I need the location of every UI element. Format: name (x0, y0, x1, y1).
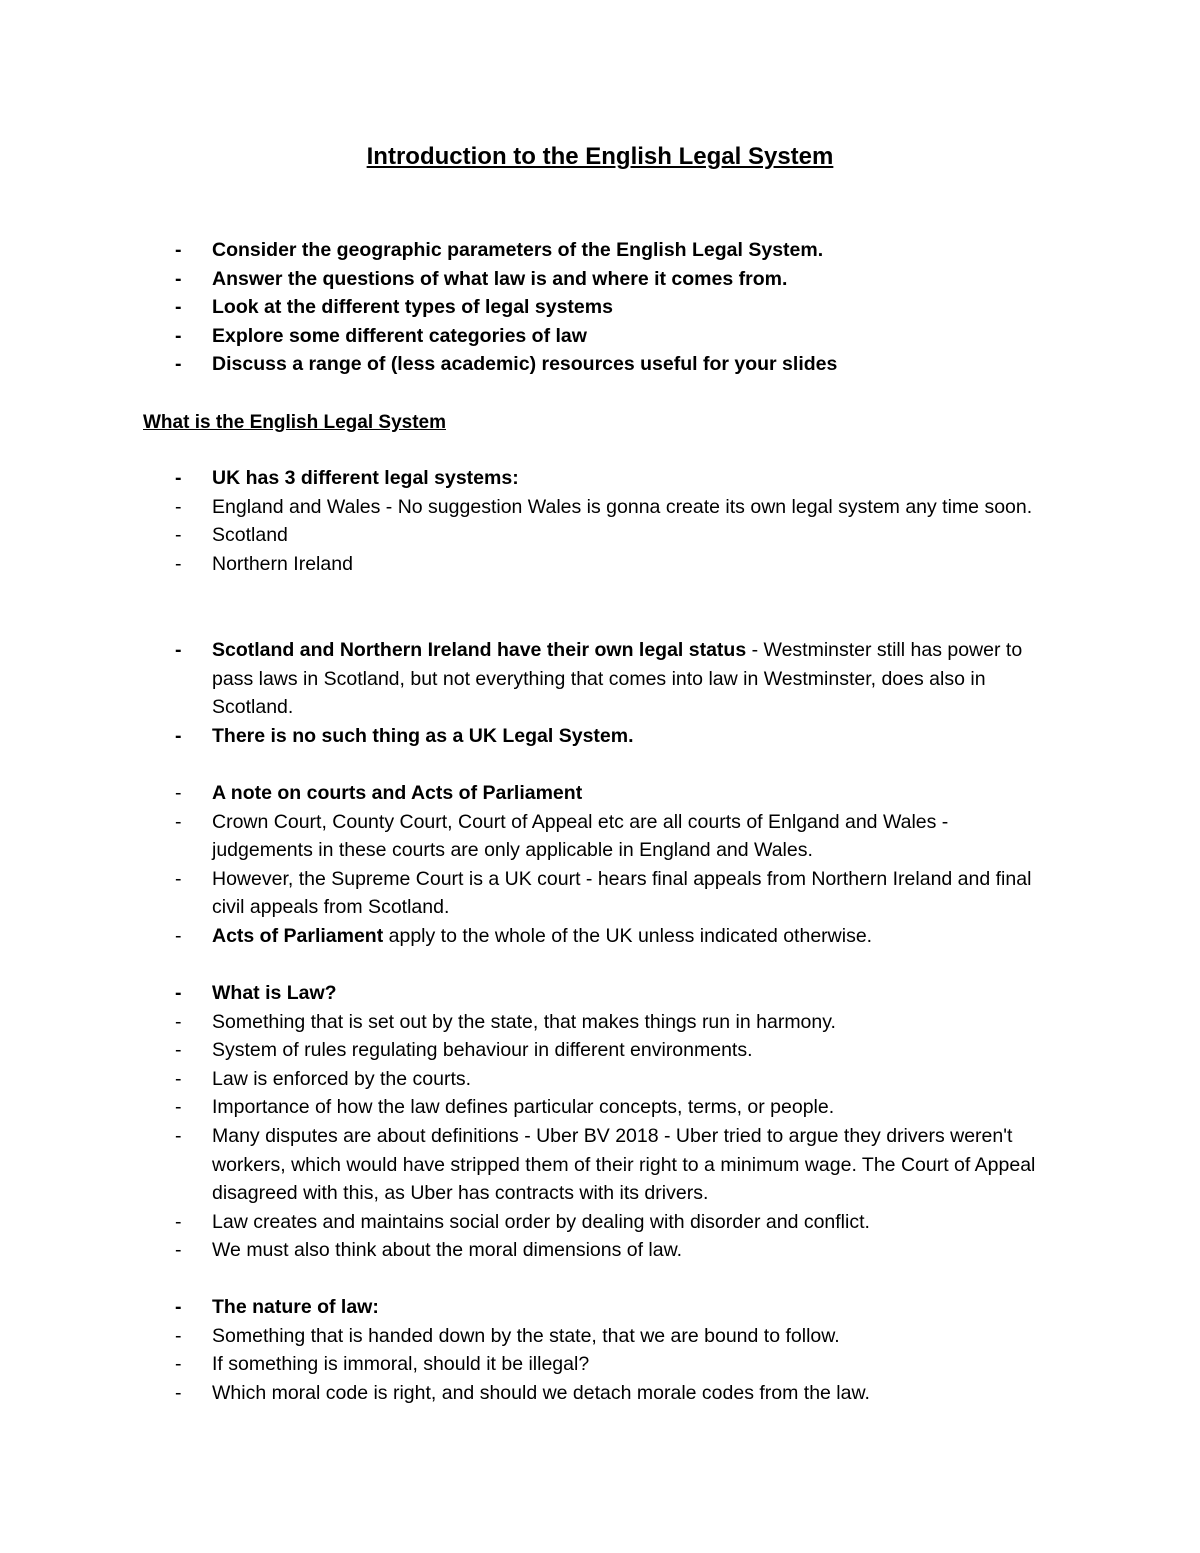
list-item (0, 464, 1200, 493)
list-item (0, 722, 1200, 751)
bullet-dash: - (175, 639, 182, 661)
list-item (0, 265, 1200, 294)
bullet-dash: - (175, 867, 182, 890)
goal-text: Explore some different categories of law (212, 324, 587, 347)
list-text: Northern Ireland (212, 552, 353, 575)
bullet-dash: - (175, 1096, 182, 1119)
list-heading: A note on courts and Acts of Parliament (212, 782, 583, 804)
list-text: Law is enforced by the courts. (212, 1067, 472, 1090)
list-item (0, 808, 1200, 865)
bullet-dash: - (175, 1039, 182, 1062)
bullet-dash: - (175, 239, 182, 261)
list-item (0, 293, 1200, 322)
bullet-dash: - (175, 1353, 182, 1376)
list-text: If something is immoral, should it be illegal? (212, 1353, 590, 1376)
bullet-dash: - (175, 296, 182, 319)
bullet-dash: - (175, 1239, 182, 1262)
list-item (0, 779, 1200, 808)
bullet-dash: - (175, 524, 182, 547)
nature-of-law-list (0, 1293, 1200, 1407)
goals-list (0, 236, 1200, 379)
list-item (0, 979, 1200, 1008)
bullet-dash: - (175, 724, 182, 747)
list-text: Many disputes are about definitions - Uber BV 2018 - Uber tried to argue they drivers weren't workers, which would have stripped them of their right to a minimum wage. The Court of Appeal disagreed with this, as Uber has contracts with its drivers. (212, 1124, 1036, 1205)
list-heading: UK has 3 different legal systems: (212, 467, 519, 489)
legal-status-list (0, 636, 1200, 750)
list-text: Something that is handed down by the state, that we are bound to follow. (212, 1324, 840, 1347)
list-item (0, 493, 1200, 522)
status-text: - Westminster still has power to pass laws in Scotland, but not everything that comes into law in Westminster, does also in Scotland. (212, 639, 1023, 719)
bullet-dash: - (175, 810, 182, 833)
bullet-dash: - (175, 982, 182, 1004)
list-item (0, 550, 1200, 579)
bullet-dash: - (175, 924, 182, 947)
bullet-dash: - (175, 1067, 182, 1090)
bullet-dash: - (175, 782, 182, 804)
bullet-dash: - (175, 1381, 182, 1404)
bullet-dash: - (175, 1210, 182, 1233)
bullet-dash: - (175, 467, 182, 489)
list-text: However, the Supreme Court is a UK court - hears final appeals from Northern Ireland and final civil appeals from Scotland. (212, 867, 1032, 919)
bullet-dash: - (175, 495, 182, 518)
goal-text: Look at the different types of legal systems (212, 296, 613, 319)
list-heading: What is Law? (212, 982, 337, 1004)
goal-text: Consider the geographic parameters of the English Legal System. (212, 239, 824, 261)
bullet-dash: - (175, 1296, 182, 1318)
list-item (0, 636, 1200, 722)
list-item (0, 1208, 1200, 1237)
list-text: We must also think about the moral dimensions of law. (212, 1239, 683, 1262)
list-text: Law creates and maintains social order by dealing with disorder and conflict. (212, 1210, 870, 1233)
list-text: England and Wales - No suggestion Wales is gonna create its own legal system any time soon. (212, 495, 1033, 518)
bullet-dash: - (175, 353, 182, 376)
bullet-dash: - (175, 267, 182, 290)
acts-bold-text: Acts of Parliament (212, 924, 384, 947)
document-title: Introduction to the English Legal System (366, 143, 834, 170)
acts-text: apply to the whole of the UK unless indicated otherwise. (383, 924, 873, 947)
list-item (0, 1322, 1200, 1351)
bullet-dash: - (175, 1324, 182, 1347)
list-item (0, 865, 1200, 922)
list-item (0, 236, 1200, 265)
list-item (0, 521, 1200, 550)
list-item (0, 1236, 1200, 1265)
list-item (0, 1093, 1200, 1122)
list-item (0, 922, 1200, 951)
list-text: Which moral code is right, and should we detach morale codes from the law. (212, 1381, 870, 1404)
bullet-dash: - (175, 324, 182, 347)
uk-note-text: There is no such thing as a UK Legal System. (212, 724, 634, 747)
section-heading: What is the English Legal System (143, 412, 447, 433)
list-item (0, 1008, 1200, 1037)
status-bold-text: Scotland and Northern Ireland have their own legal status (212, 639, 747, 661)
bullet-dash: - (175, 552, 182, 575)
list-text: Something that is set out by the state, that makes things run in harmony. (212, 1010, 836, 1033)
list-item (0, 322, 1200, 351)
list-item (0, 350, 1200, 379)
bullet-dash: - (175, 1010, 182, 1033)
list-text: Scotland (212, 524, 288, 547)
bullet-dash: - (175, 1124, 182, 1147)
what-is-law-list (0, 979, 1200, 1265)
list-item (0, 1065, 1200, 1094)
goal-text: Discuss a range of (less academic) resources useful for your slides (212, 353, 838, 376)
list-heading: The nature of law: (212, 1296, 379, 1318)
list-item (0, 1122, 1200, 1208)
list-item (0, 1293, 1200, 1322)
list-item (0, 1036, 1200, 1065)
list-text: System of rules regulating behaviour in different environments. (212, 1039, 753, 1062)
list-text: Crown Court, County Court, Court of Appeal etc are all courts of Enlgand and Wales - judgements in these courts are only applicable in England and Wales. (212, 810, 949, 862)
list-item (0, 1379, 1200, 1408)
list-item (0, 1350, 1200, 1379)
list-text: Importance of how the law defines particular concepts, terms, or people. (212, 1096, 835, 1119)
courts-list (0, 779, 1200, 951)
goal-text: Answer the questions of what law is and where it comes from. (212, 267, 788, 290)
legal-systems-list (0, 464, 1200, 578)
